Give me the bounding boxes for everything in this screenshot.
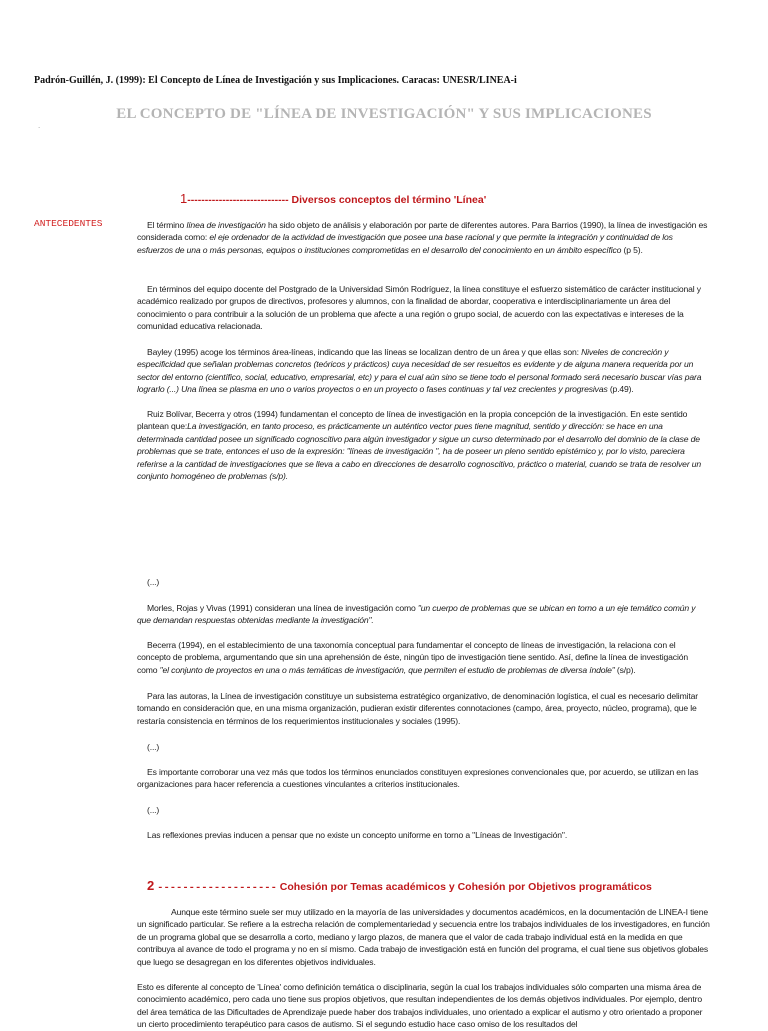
ellipsis-2: (...) xyxy=(147,742,160,752)
paragraph-becerra: Becerra (1994), en el establecimiento de una taxonomía conceptual para fundamentar el concepto de líneas de investigación, la relaciona con el concepto de problema, argumentando que sin una aprehensión de éste, ningún tipo de investigación tiene sentido. Así, define la línea de investigación como "el conjunto de proyectos en una o más temáticas de investigación, que permiten el estudio de problemas de diversa índole" (s/p). xyxy=(137,640,688,675)
paragraph-autoras: Para las autoras, la Línea de investigación constituye un subsistema estratégico organizativo, de denominación logística, el cual es necesario delimitar tomando en consideración que, en una misma organización, pudieran existir diferentes connotaciones (campo, área, proyecto, núcleo, programa), que le restaría consistencia en términos de los requerimientos institucionales y sociales (1995). xyxy=(137,691,698,726)
paragraph-convencionales: Es importante corroborar una vez más que todos los términos enunciados constituyen expresiones convencionales que, por acuerdo, se utilizan en las organizaciones para hacer referencia a cuestiones vinculantes a criterios institucionales. xyxy=(137,767,699,790)
paragraph-linea-i: Aunque este término suele ser muy utilizado en la mayoría de las universidades y documentos académicos, en la documentación de LINEA-I tiene un significado particular. Se refiere a la estrecha relación de complementariedad y secuencia entre los trabajos individuales de los investigadores, en función de un programa global que se desarrolla a corto, mediano y largo plazos, de manera que el valor de cada trabajo individual está en la medida en que contribuya al avance de todo el programa y no en sí mismo. Cada trabajo de investigación está en función del programa, el cual tiene sus objetivos globales que luego se desagregan en los diferentes objetivos individuales. xyxy=(137,907,710,967)
page-title: EL CONCEPTO DE "LÍNEA DE INVESTIGACIÓN" Y SUS IMPLICACIONES xyxy=(116,106,652,122)
section-1-number: 1 xyxy=(180,191,188,206)
paragraph-reflexiones: Las reflexiones previas inducen a pensar que no existe un concepto uniforme en torno a "Líneas de Investigación". xyxy=(147,830,568,840)
antecedentes-label: ANTECEDENTES xyxy=(34,218,103,229)
ellipsis-3: (...) xyxy=(147,805,160,815)
paragraph-tematica: Esto es diferente al concepto de 'Línea' como definición temática o disciplinaria, según la cual los trabajos individuales sólo comparten una misma área de conocimiento académico, pero cada uno tiene sus propios objetivos, que resultan independientes de los demás objetivos individuales. Por ejemplo, dentro del área temática de las Dificultades de Aprendizaje puede haber dos trabajos individuales, uno orientado a explicar el autismo y otro orientado a proponer un cierto procedimiento terapéutico para casos de autismo. Si el segundo estudio hace caso omiso de los resultados del xyxy=(137,982,703,1030)
section-1-title: Diversos conceptos del término 'Línea' xyxy=(288,194,487,206)
section-2-heading xyxy=(147,878,707,894)
ellipsis-1: (...) xyxy=(147,577,160,587)
paragraph-bayley: Bayley (1995) acoge los términos área-líneas, indicando que las líneas se localizan dentro de un área y que ellas son: Niveles de concreción y especificidad que señalan problemas concretos (teóricos y prácticos) cuya necesidad de ser resueltos es evidente y de alguna manera requerida por un sector del entorno (científico, social, educativo, empresarial, etc) y para el cual aún sino se tiene todo el personal formado será necesario buscar vías para lograrlo (...) Una línea se plasma en uno o varios proyectos o en un proyecto o fases continuas y tal vez crecientes y progresivas (p.49). xyxy=(137,347,702,395)
section-2-dashes: ------------------- xyxy=(157,882,277,894)
citation-header: Padrón-Guillén, J. (1999): El Concepto de Línea de Investigación y sus Implicaciones. Caracas: UNESR/LINEA-i xyxy=(34,75,517,86)
section-1-heading xyxy=(180,191,680,206)
paragraph-morles: Morles, Rojas y Vivas (1991) consideran una línea de investigación como "un cuerpo de problemas que se ubican en torno a un eje temático común y que demandan respuestas obtenidas mediante la investigación". xyxy=(137,603,696,626)
paragraph-barrios: El término línea de investigación ha sido objeto de análisis y elaboración por parte de diferentes autores. Para Barrios (1990), la línea de investigación es considerada como: el eje ordenador de la actividad de investigación que posee una base racional y que permite la integración y continuidad de los esfuerzos de una o más personas, equipos o instituciones comprometidas en el desarrollo del conocimiento en un ámbito específico (p 5). xyxy=(137,220,708,255)
section-2-number: 2 xyxy=(147,878,155,893)
paragraph-postgrado: En términos del equipo docente del Postgrado de la Universidad Simón Rodríguez, la línea constituye el esfuerzo sistemático de carácter institucional y académico realizado por grupos de directivos, profesores y alumnos, con la finalidad de abordar, cooperativa e interdisciplinariamente un área del conocimiento o para contribuir a la solución de un problema que afecte a una región o grupo social, de acuerdo con las expectativas e intereses de la comunidad educativa relacionada. xyxy=(137,284,701,332)
stray-dot: . xyxy=(38,121,41,130)
section-1-dashes: ----------------------------- xyxy=(187,194,289,206)
section-2-title: Cohesión por Temas académicos y Cohesión por Objetivos programáticos xyxy=(276,881,652,893)
paragraph-ruiz-bolivar: Ruiz Bolívar, Becerra y otros (1994) fundamentan el concepto de línea de investigación en la propia concepción de la investigación. En este sentido plantean que:La investigación, en tanto proceso, es prácticamente un auténtico vector pues tiene magnitud, sentido y dirección: se hace en una determinada cantidad posee un significado cognoscitivo para algún investigador y sigue un curso determinado por el desarrollo del dominio de la clase de problemas que se trate, entonces el uso de la expresión: "líneas de investigación ", ha de poseer un pleno sentido epistémico y, por lo visto, pareciera referirse a la cantidad de investigaciones que se lleva a cabo en direcciones de desarrollo cognoscitivo, práctico o material, cuando se trata de resolver un conjunto homogéneo de problemas (s/p). xyxy=(137,409,702,482)
